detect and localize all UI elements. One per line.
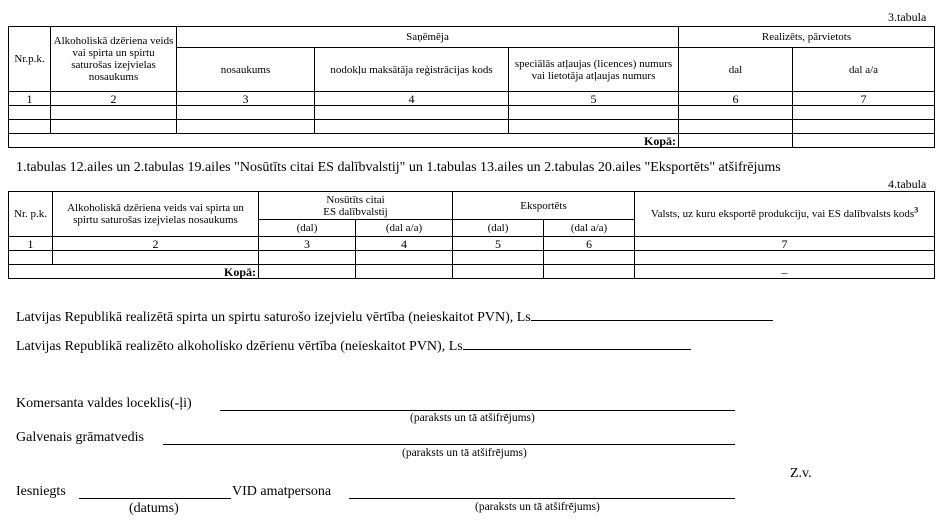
t3-header-dal-aa: dal a/a [793,48,935,92]
t3-total-dal-aa[interactable] [793,134,935,148]
t4-total-cell[interactable] [544,265,635,279]
t3-cell[interactable] [679,106,793,120]
t3-cell[interactable] [793,120,935,134]
t3-header-recipient: Saņēmēja [177,27,679,48]
t4-number-cell: 5 [453,237,544,251]
t3-number-cell: 5 [509,92,679,106]
t3-number-cell: 3 [177,92,315,106]
t3-cell[interactable] [315,120,509,134]
board-member-caption: (paraksts un tā atšifrējums) [410,412,535,424]
section-heading: 1.tabulas 12.ailes un 2.tabulas 19.ailes "Nosūtīts citai ES dalībvalstij" un 1.tabulas 13.ailes un 2.tabulas 20.ailes "Eksportēts" atšifrējums [16,160,781,175]
value-spirit-field[interactable] [531,307,773,321]
t4-number-cell: 7 [635,237,935,251]
t3-number-cell: 1 [9,92,51,106]
t3-header-recipient-name: nosaukums [177,48,315,92]
table3 [8,26,935,148]
t4-number-cell: 2 [53,237,259,251]
t3-header-dal: dal [679,48,793,92]
t4-header-sent [259,192,453,220]
t3-cell[interactable] [9,120,51,134]
t3-number-cell: 6 [679,92,793,106]
t3-number-cell: 4 [315,92,509,106]
value-spirit-label: Latvijas Republikā realizētā spirta un spirtu saturošo izejvielu vērtība (neieskaitot PVN), Ls [16,310,531,325]
vid-official-caption: (paraksts un tā atšifrējums) [475,501,600,513]
table4 [8,191,935,279]
value-alcohol-label: Latvijas Republikā realizēto alkoholisko dzērienu vērtība (neieskaitot PVN), Ls [16,339,463,354]
accountant-caption: (paraksts un tā atšifrējums) [402,447,527,459]
t3-cell[interactable] [509,120,679,134]
t4-total-cell[interactable] [259,265,356,279]
t3-header-sold: Realizēts, pārvietots [679,27,935,48]
submitted-label: Iesniegts [16,484,66,499]
value-spirit-row [16,307,773,326]
t3-header-nrpk: Nr.p.k. [9,27,51,92]
t3-header-name: Alkoholiskā dzēriena veids vai spirta un spirtu saturošas izejvielas nosaukums [51,27,177,92]
value-alcohol-field[interactable] [463,336,691,350]
t4-header-country-text: Valsts, uz kuru eksportē produkciju, vai ES dalībvalsts kods [650,208,915,220]
stamp-label: Z.v. [790,466,812,481]
t4-header-export-dal-aa: (dal a/a) [544,220,635,237]
t3-cell[interactable] [679,120,793,134]
t3-cell[interactable] [9,106,51,120]
t3-number-cell: 2 [51,92,177,106]
t3-cell[interactable] [51,106,177,120]
t4-header-sent-line2: ES dalībvalstij [323,205,388,218]
t3-header-license: speciālās atļaujas (licences) numurs vai lietotāja atļaujas numurs [509,48,679,92]
t4-number-cell: 6 [544,237,635,251]
t4-total-label: Kopā: [9,265,259,279]
t4-cell[interactable] [453,251,544,265]
t4-number-cell: 4 [356,237,453,251]
t3-empty-row [9,106,935,120]
t4-header-country [635,192,935,237]
t4-cell[interactable] [9,251,53,265]
t4-empty-row [9,251,935,265]
t4-cell[interactable] [356,251,453,265]
t4-total-cell[interactable] [356,265,453,279]
t3-cell[interactable] [509,106,679,120]
accountant-signature-line[interactable] [163,444,735,445]
t3-header-tax-code: nodokļu maksātāja reģistrācijas kods [315,48,509,92]
t4-footnote-ref: 3 [914,205,919,215]
t3-empty-row [9,120,935,134]
t4-header-name: Alkoholiskā dzēriena veids vai spirta un spirtu saturošas izejvielas nosaukums [53,192,259,237]
t4-number-cell: 3 [259,237,356,251]
vid-official-label: VID amatpersona [232,484,332,499]
t4-header-sent-dal-aa: (dal a/a) [356,220,453,237]
t4-cell[interactable] [259,251,356,265]
vid-official-signature-line[interactable] [349,498,735,499]
table3-label: 3.tabula [888,10,927,24]
value-alcohol-row [16,336,691,355]
t4-total-dash: – [635,265,935,279]
t4-cell[interactable] [544,251,635,265]
t3-total-dal[interactable] [679,134,793,148]
t4-cell[interactable] [53,251,259,265]
submitted-date-line[interactable] [79,498,231,499]
table4-label: 4.tabula [888,177,927,191]
t4-header-sent-line1: Nosūtīts citai [326,193,385,206]
t4-total-cell[interactable] [453,265,544,279]
t3-cell[interactable] [315,106,509,120]
t3-number-cell: 7 [793,92,935,106]
t4-header-export-dal: (dal) [453,220,544,237]
t4-header-export: Eksportēts [453,192,635,220]
accountant-label: Galvenais grāmatvedis [16,430,144,445]
date-caption: (datums) [129,501,179,516]
t3-cell[interactable] [177,106,315,120]
t4-cell[interactable] [635,251,935,265]
t3-cell[interactable] [51,120,177,134]
board-member-signature-line[interactable] [220,410,735,411]
t3-cell[interactable] [793,106,935,120]
t4-header-nrpk: Nr. p.k. [9,192,53,237]
t3-total-label: Kopā: [9,134,679,148]
board-member-label: Komersanta valdes loceklis(-ļi) [16,396,192,411]
t4-header-sent-dal: (dal) [259,220,356,237]
t3-cell[interactable] [177,120,315,134]
t4-number-cell: 1 [9,237,53,251]
